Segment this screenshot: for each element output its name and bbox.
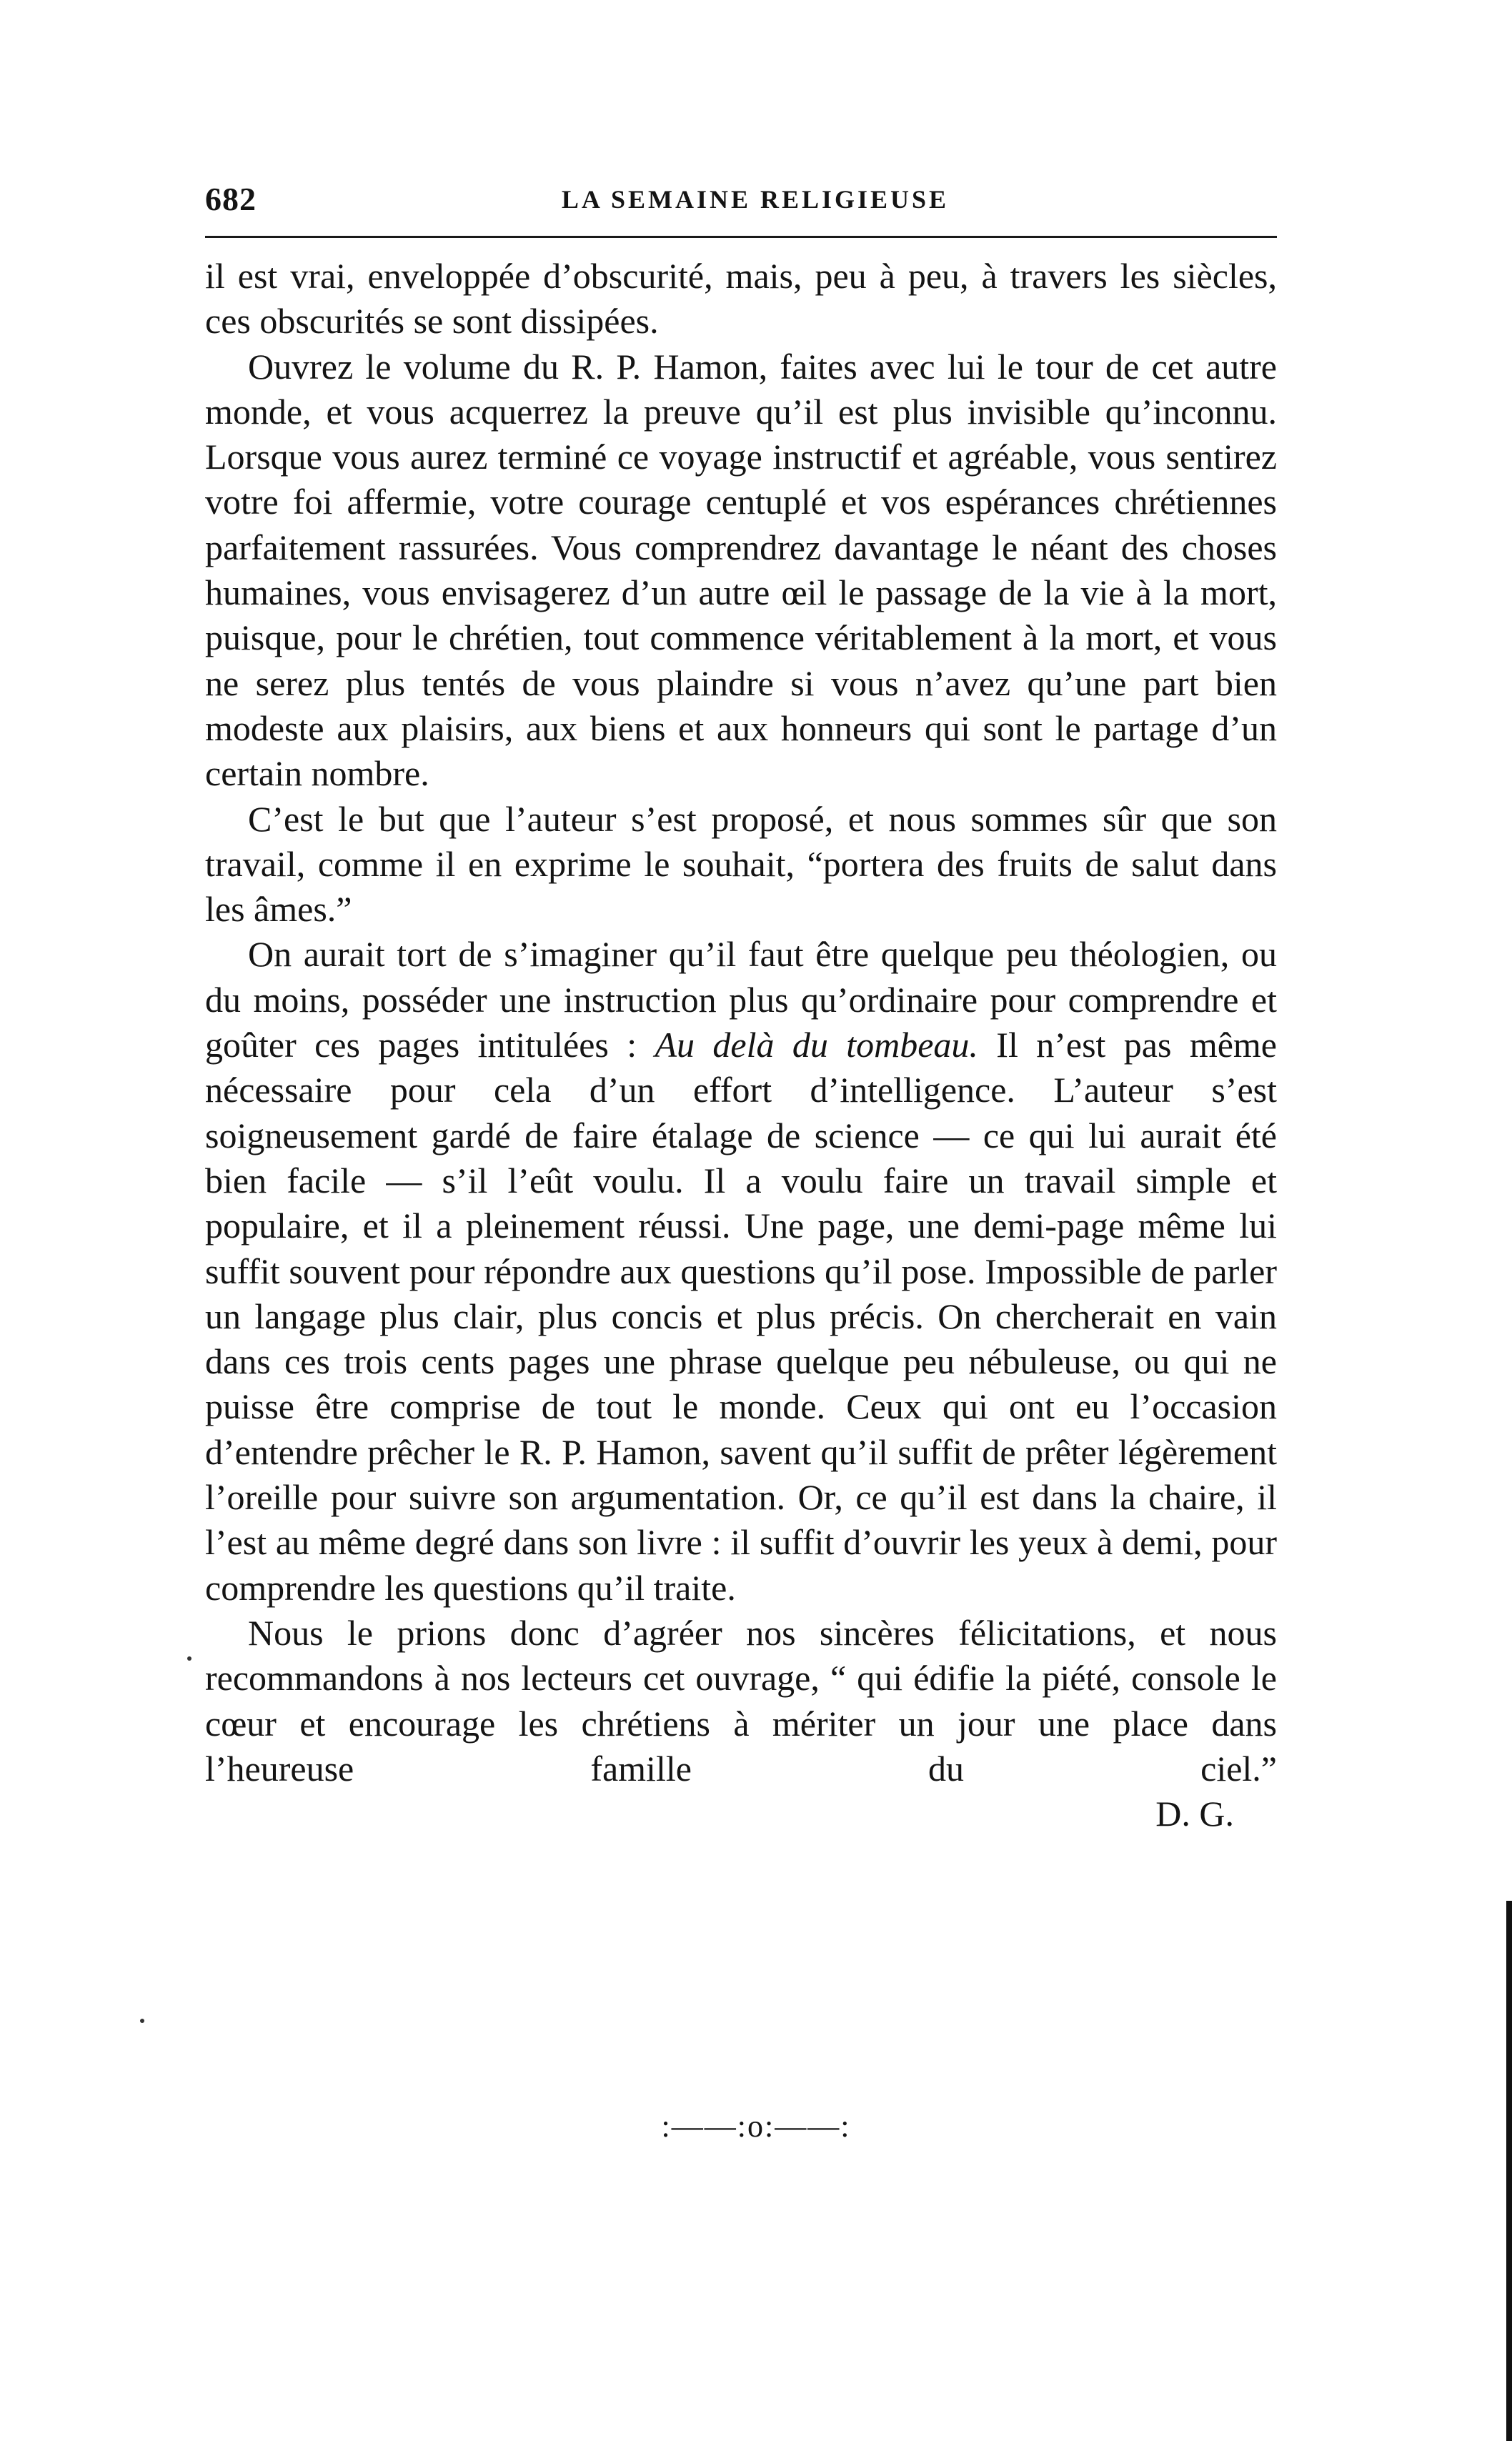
paragraph-4-part-1: On aurait tort de s’imaginer qu’il faut être quelque peu théologien, ou du moins, posséder une instruction plus qu’ordinaire pour comprendre et goûter ces pages intitulées : bbox=[205, 934, 1277, 1065]
section-separator: :——:o:——: bbox=[661, 2109, 851, 2144]
paragraph-4-part-2: Il n’est pas même nécessaire pour cela d’un effort d’intelligence. L’auteur s’est soigneusement gardé de faire étalage de science — ce qui lui aurait été bien facile — s’il l’eût voulu. Il a voulu faire un travail simple et populaire, et il a pleinement réussi. Une page, une demi-page même lui suffit souvent pour répondre aux questions qu’il pose. Impossible de parler un langage plus clair, plus concis et plus précis. On chercherait en vain dans ces trois cents pages une phrase quelque peu nébuleuse, ou qui ne puisse être comprise de tout le monde. Ceux qui ont eu l’occasion d’entendre prêcher le R. P. Hamon, savent qu’il suffit de prêter légèrement l’oreille pour suivre son argumentation. Or, ce qu’il est dans la chaire, il l’est au même degré dans son livre : il suffit d’ouvrir les yeux à demi, pour comprendre les questions qu’il traite. bbox=[205, 1025, 1277, 1608]
signature: D. G. bbox=[1155, 1794, 1234, 1834]
running-title: LA SEMAINE RELIGIEUSE bbox=[561, 185, 950, 214]
paragraph-2: Ouvrez le volume du R. P. Hamon, faites avec lui le tour de cet autre monde, et vous acquerrez la preuve qu’il est plus invisible qu’inconnu. Lorsque vous aurez terminé ce voyage instructif et agréable, vous sentirez votre foi affermie, votre courage centuplé et vos espérances chrétiennes parfaitement rassurées. Vous comprendrez davantage le néant des choses humaines, vous envisagerez d’un autre œil le passage de la vie à la mort, puisque, pour le chrétien, tout commence véritablement à la mort, et vous ne serez plus tentés de vous plaindre si vous n’avez qu’une part bien modeste aux plaisirs, aux biens et aux honneurs qui sont le partage d’un certain nombre. bbox=[205, 346, 1277, 794]
article-body bbox=[205, 254, 1277, 1836]
margin-speck bbox=[187, 1656, 192, 1661]
closing-text: Nous le prions donc d’agréer nos sincères félicitations, et nous recommandons à nos lecteurs cet ouvrage, “ qui édifie la piété, console le cœur et encourage les chrétiens à mériter un jour une place dans l’heureuse famille du ciel.” bbox=[205, 1612, 1277, 1789]
page-number: 682 bbox=[205, 181, 257, 217]
paragraph-4 bbox=[205, 932, 1277, 1610]
margin-speck bbox=[140, 2019, 144, 2023]
paragraph-3: C’est le but que l’auteur s’est proposé, et nous sommes sûr que son travail, comme il en exprime le souhait, “portera des fruits de salut dans les âmes.” bbox=[205, 798, 1277, 930]
page-edge-shadow bbox=[1506, 1901, 1512, 2441]
header-rule bbox=[205, 236, 1277, 238]
page-header bbox=[205, 166, 1277, 223]
book-title: Au delà du tombeau. bbox=[655, 1025, 978, 1065]
paragraph-1: il est vrai, enveloppée d’obscurité, mais, peu à peu, à travers les siècles, ces obscurités se sont dissipées. bbox=[205, 256, 1277, 342]
paragraph-5 bbox=[205, 1611, 1277, 1836]
